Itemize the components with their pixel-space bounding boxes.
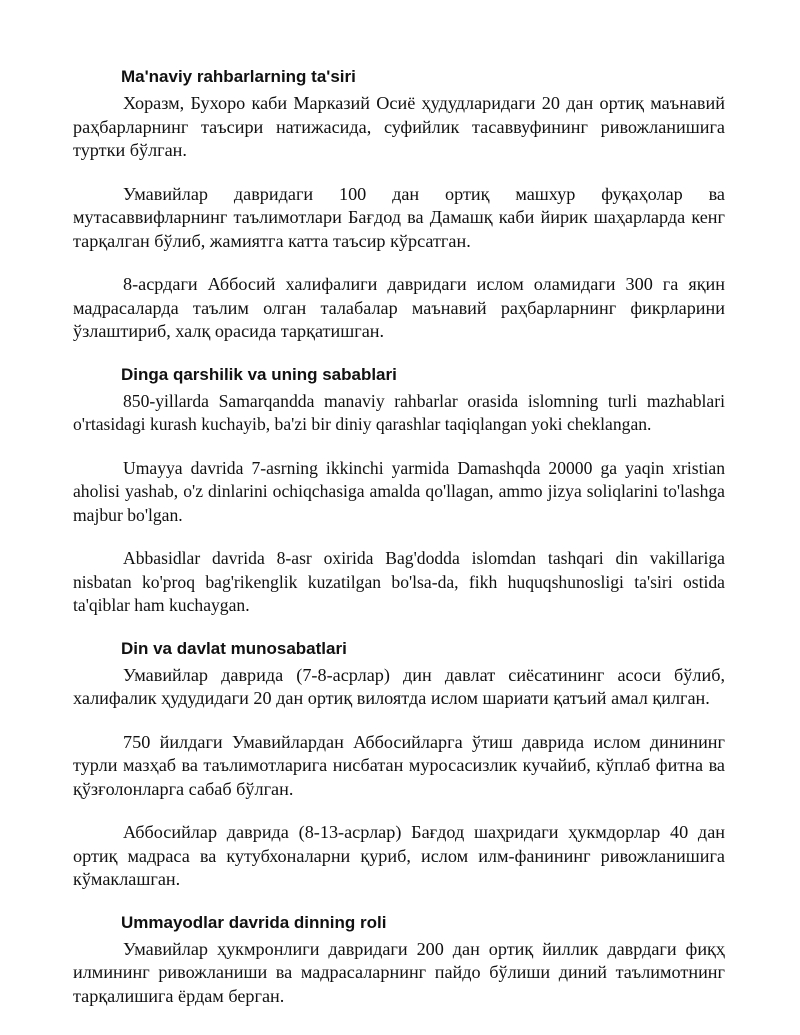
paragraph: Умавийлар ҳукмронлиги давридаги 200 дан ортиқ йиллик даврдаги фиқҳ илмининг ривожланиши ва мадрасаларнинг пайдо бўлиши диний таълимотнинг тарқалишига ёрдам берган. xyxy=(73,938,725,1006)
paragraph: 750 йилдаги Умавийлардан Аббосийларга ўтиш даврида ислом динининг турли мазҳаб ва таълимотларига нисбатан муросасизлик кучайиб, кўплаб фитна ва қўзғолонларга сабаб бўлган. xyxy=(73,731,725,799)
paragraph: Аббосийлар даврида (8-13-асрлар) Бағдод шаҳридаги ҳукмдорлар 40 дан ортиқ мадраса ва кутубхоналарни қуриб, ислом илм-фанининг ривожланишига кўмаклашган. xyxy=(73,822,725,889)
section-religion-state xyxy=(73,638,725,892)
section-title: Ummayodlar davrida dinning roli xyxy=(121,912,387,932)
section-title: Ma'naviy rahbarlarning ta'siri xyxy=(121,67,356,86)
section-umayyad-religion xyxy=(73,912,725,1009)
paragraph: Abbasidlar davrida 8-asr oxirida Bag'dodda islomdan tashqari din vakillariga nisbatan ko'proq bag'rikenglik kuzatilgan bo'lsa-da, fikh huquqshunosligi ta'siri ostida ta'qiblar ham kuchaygan. xyxy=(73,548,725,615)
paragraph: Умавийлар давридаги 100 дан ортиқ машхур фуқаҳолар ва мутасаввифларнинг таълимотлари Бағдод ва Дамашқ каби йирик шаҳарларда кенг тарқалган бўлиб, жамиятга катта таъсир кўрсатган. xyxy=(73,183,725,251)
paragraph: Хоразм, Бухоро каби Марказий Осиё ҳудудларидаги 20 дан ортиқ маънавий раҳбарларнинг таъсири натижасида, суфийлик тасаввуфининг ривожланишига туртки бўлган. xyxy=(73,93,725,160)
paragraph: Umayya davrida 7-asrning ikkinchi yarmida Damashqda 20000 ga yaqin xristian aholisi yashab, o'z dinlarini ochiqchasiga amalda qo'llagan, ammo jizya soliqlarini to'lashga majbur bo'lgan. xyxy=(73,457,725,525)
paragraph: Умавийлар даврида (7-8-асрлар) дин давлат сиёсатининг асоси бўлиб, халифалик ҳудудидаги 20 дан ортиқ вилоятда ислом шариати қатъий амал қилган. xyxy=(73,664,725,708)
section-title: Dinga qarshilik va uning sabablari xyxy=(121,364,397,384)
paragraph: 850-yillarda Samarqandda manaviy rahbarlar orasida islomning turli mazhablari o'rtasidagi kurash kuchayib, ba'zi bir diniy qarashlar taqiqlangan yoki cheklangan. xyxy=(73,390,725,434)
section-spiritual-leaders xyxy=(73,66,725,344)
paragraph: 8-асрдаги Аббосий халифалиги давридаги ислом оламидаги 300 га яқин мадрасаларда таълим олган талабалар маънавий раҳбарларнинг фикрларини ўзлаштириб, халқ орасида тарқатишган. xyxy=(73,274,725,341)
section-opposition xyxy=(73,364,725,618)
section-title: Din va davlat munosabatlari xyxy=(121,638,347,658)
